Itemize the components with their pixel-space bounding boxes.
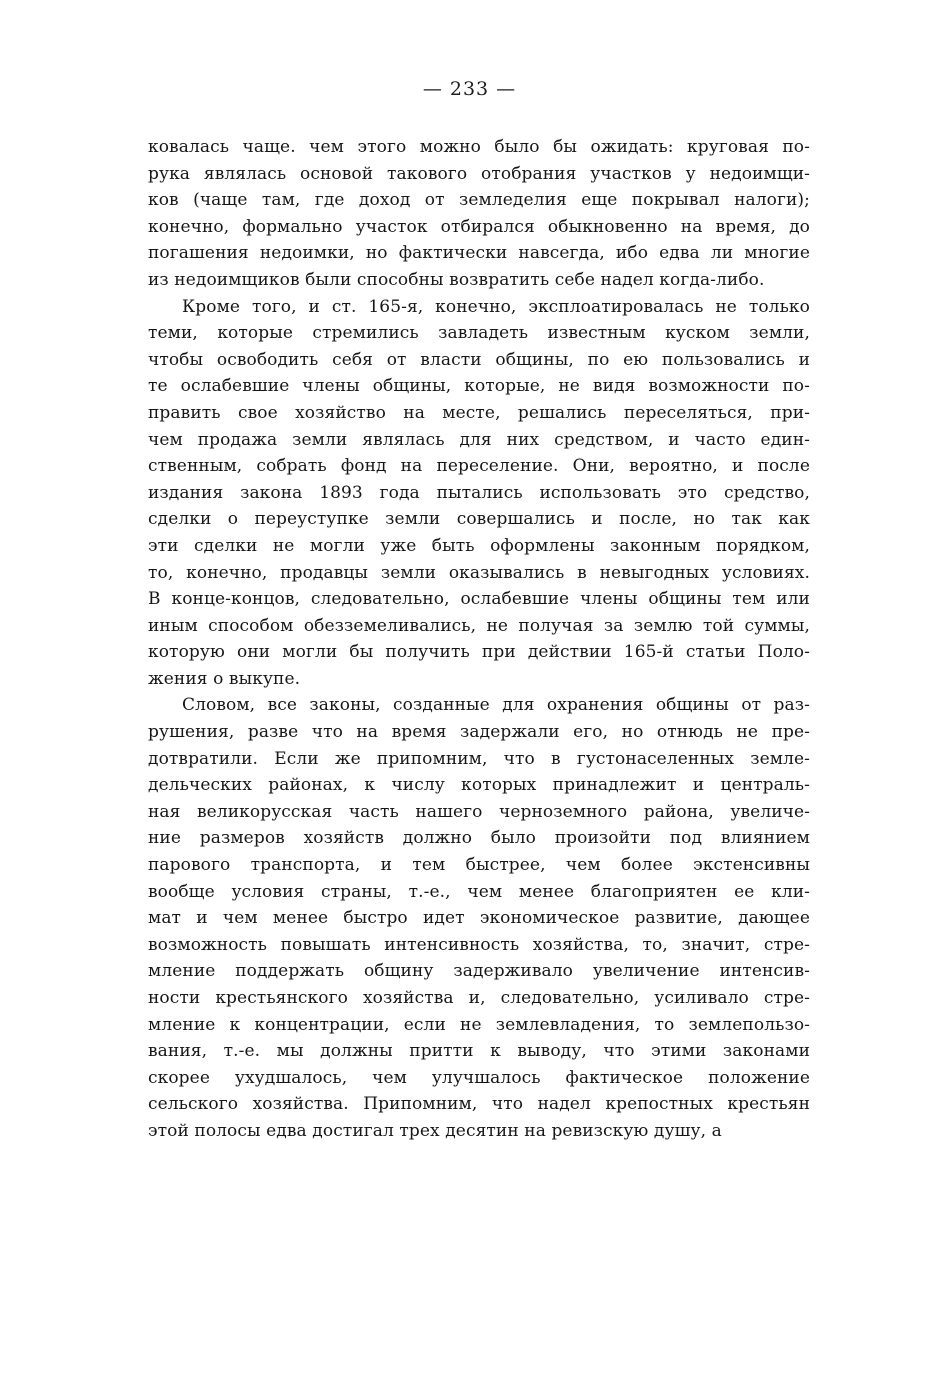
paragraph: [148, 692, 810, 1144]
text-line: иным способом обезземеливались, не получая за землю той суммы,: [148, 615, 810, 636]
text-line: Кроме того, и ст. 165-я, конечно, эксплоатировалась не только: [182, 296, 810, 317]
text-line: погашения недоимки, но фактически навсегда, ибо едва ли многие: [148, 243, 810, 264]
text-line: вообще условия страны, т.-е., чем менее благоприятен ее кли-: [148, 881, 810, 902]
paragraph: [148, 134, 810, 294]
text-line: сельского хозяйства. Припомним, что надел крепостных крестьян: [148, 1094, 810, 1115]
text-line: ков (чаще там, где доход от земледелия еще покрывал налоги);: [148, 190, 810, 211]
text-line: вания, т.-е. мы должны притти к выводу, что этими законами: [148, 1041, 810, 1062]
text-line: возможность повышать интенсивность хозяйства, то, значит, стре-: [148, 934, 810, 955]
text-line: мление к концентрации, если не землевладения, то землепользо-: [148, 1014, 810, 1035]
text-line: ковалась чаще. чем этого можно было бы ожидать: круговая по-: [148, 137, 810, 157]
text-line: дельческих районах, к числу которых принадлежит и централь-: [148, 775, 810, 796]
text-line: мление поддержать общину задерживало увеличение интенсив-: [148, 961, 810, 982]
text-line: сделки о переуступке земли совершались и после, но так как: [148, 509, 810, 530]
text-line: мат и чем менее быстро идет экономическое развитие, дающее: [148, 908, 810, 929]
text-line: чтобы освободить себя от власти общины, по ею пользовались и: [148, 349, 810, 370]
text-line: которую они могли бы получить при действии 165-й статьи Поло-: [148, 642, 810, 663]
text-line: В конце-концов, следовательно, ослабевшие члены общины тем или: [148, 589, 810, 610]
text-line: парового транспорта, и тем быстрее, чем более экстенсивны: [148, 855, 810, 876]
text-line: жения о выкупе.: [148, 668, 301, 689]
text-line: ности крестьянского хозяйства и, следовательно, усиливало стре-: [148, 988, 810, 1008]
text-line: чем продажа земли являлась для них средством, и часто един-: [148, 429, 810, 450]
text-line: эти сделки не могли уже быть оформлены законным порядком,: [148, 535, 810, 556]
text-line: скорее ухудшалось, чем улучшалось фактическое положение: [148, 1067, 810, 1088]
text-line: теми, которые стремились завладеть известным куском земли,: [148, 323, 810, 344]
text-line: ние размеров хозяйств должно было произойти под влиянием: [148, 828, 810, 849]
text-line: править свое хозяйство на месте, решались переселяться, при-: [148, 402, 810, 423]
text-line: Словом, все законы, созданные для охранения общины от раз-: [182, 695, 810, 716]
text-line: те ослабевшие члены общины, которые, не видя возможности по-: [148, 376, 810, 397]
text-line: этой полосы едва достигал трех десятин на ревизскую душу, а: [148, 1120, 722, 1141]
paragraph: [148, 294, 810, 693]
text-line: рука являлась основой такового отобрания участков у недоимщи-: [148, 163, 810, 184]
text-line: ственным, собрать фонд на переселение. Они, вероятно, и после: [148, 456, 810, 477]
text-line: то, конечно, продавцы земли оказывались в невыгодных условиях.: [148, 562, 810, 583]
body-text: [148, 134, 810, 1145]
text-line: ная великорусская часть нашего черноземного района, увеличе-: [148, 801, 810, 822]
text-line: конечно, формально участок отбирался обыкновенно на время, до: [148, 216, 810, 237]
text-line: дотвратили. Если же припомним, что в густонаселенных земле-: [148, 748, 810, 769]
text-line: издания закона 1893 года пытались использовать это средство,: [148, 482, 810, 503]
page-number: — 233 —: [422, 78, 517, 100]
text-line: из недоимщиков были способны возвратить себе надел когда-либо.: [148, 269, 765, 290]
text-line: рушения, разве что на время задержали его, но отнюдь не пре-: [148, 722, 810, 743]
